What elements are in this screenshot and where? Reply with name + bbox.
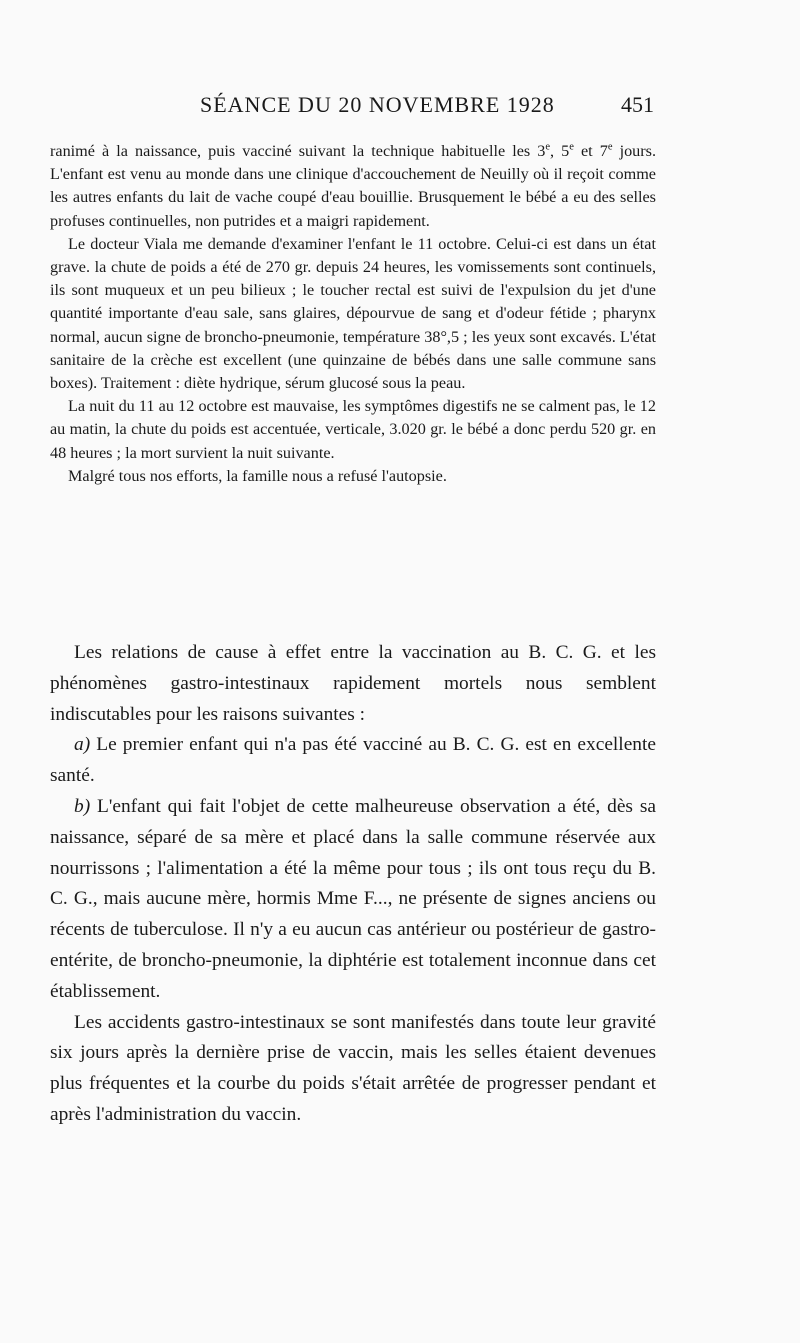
paragraph-text: ranimé à la naissance, puis vacciné suivant la technique habituelle les 3 <box>50 142 546 160</box>
page-header <box>50 92 656 122</box>
paragraph-continuation <box>50 140 656 233</box>
paragraph-point-b <box>50 792 656 1008</box>
list-label: b) <box>74 795 91 817</box>
document-page <box>50 0 656 1343</box>
paragraph-text: Le premier enfant qui n'a pas été vacciné au B. C. G. est en excellente santé. <box>50 734 656 787</box>
discussion-block <box>50 638 656 1131</box>
paragraph-relations: Les relations de cause à effet entre la vaccination au B. C. G. et les phénomènes gastro-intestinaux rapidement mortels nous semblent indiscutables pour les raisons suivantes : <box>50 642 656 725</box>
paragraph-text: , 5 <box>550 142 570 160</box>
superscript: e <box>569 141 574 153</box>
paragraph-autopsy: Malgré tous nos efforts, la famille nous a refusé l'autopsie. <box>68 466 447 485</box>
superscript: e <box>545 141 551 153</box>
paragraph-night: La nuit du 11 au 12 octobre est mauvaise, les symptômes digestifs ne se calment pas, le 12 au matin, la chute du poids est accentuée, verticale, 3.020 gr. le bébé a donc perdu 520 gr. en 48 heures ; la mort survient la nuit suivante. <box>50 397 656 462</box>
paragraph-examination: Le docteur Viala me demande d'examiner l'enfant le 11 octobre. Celui-ci est dans un état grave. la chute de poids a été de 270 gr. depuis 24 heures, les vomissements sont continuels, ils sont muqueux et un peu bilieux ; le toucher rectal est suivi de l'expulsion du jet d'une quantité importante d'eau sale, sans glaires, dépourvue de sang et d'odeur fétide ; pharynx normal, aucun signe de broncho-pneumonie, température 38°,5 ; les yeux sont excavés. L'état sanitaire de la crèche est excellent (une quinzaine de bébés dans une salle commune sans boxes). Traitement : diète hydrique, sérum glucosé sous la peau. <box>50 234 656 393</box>
paragraph-point-a <box>50 730 656 792</box>
superscript: e <box>607 141 613 153</box>
page-number: 451 <box>621 92 654 117</box>
paragraph-text: jours. L'enfant est venu au monde dans une clinique d'accouchement de Neuilly où il reçoit comme les autres enfants du lait de vache coupé d'eau bouillie. Brusquement le bébé a eu des selles profuses continuelles, non putrides et a maigri rapidement. <box>50 142 657 230</box>
paragraph-text: et 7 <box>573 142 608 160</box>
paragraph-text: L'enfant qui fait l'objet de cette malheureuse observation a été, dès sa naissance, séparé de sa mère et placé dans la salle commune réservée aux nourrissons ; l'alimentation a été la même pour tous ; ils ont tous reçu du B. C. G., mais aucune mère, hormis Mme F..., ne présente de signes anciens ou récents de tuberculose. Il n'y a eu aucun cas antérieur ou postérieur de gastro-entérite, de broncho-pneumonie, la diphtérie est totalement inconnue dans cet établissement. <box>50 795 656 1002</box>
running-title: SÉANCE DU 20 NOVEMBRE 1928 <box>200 92 555 117</box>
observation-block <box>50 140 656 488</box>
list-label: a) <box>74 734 91 756</box>
paragraph-accidents: Les accidents gastro-intestinaux se sont manifestés dans toute leur gravité six jours après la dernière prise de vaccin, mais les selles étaient devenues plus fréquentes et la courbe du poids s'était arrêtée de progresser pendant et après l'administration du vaccin. <box>50 1011 656 1125</box>
